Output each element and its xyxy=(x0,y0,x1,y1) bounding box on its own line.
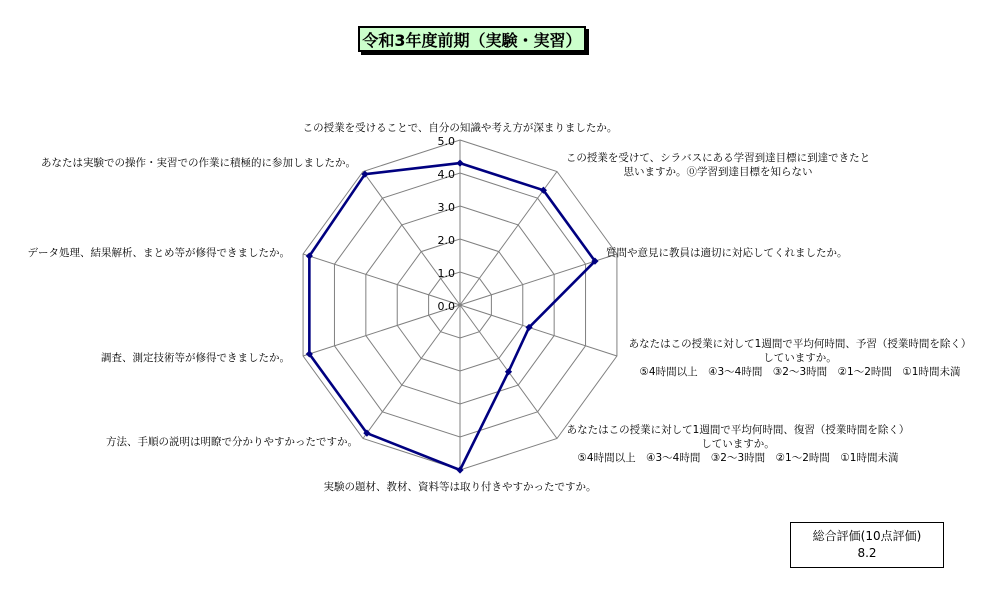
axis-label: あなたは実験での操作・実習での作業に積極的に参加しましたか。 xyxy=(41,157,356,169)
axis-spoke xyxy=(303,254,460,305)
axis-label: していますか。 xyxy=(701,438,775,450)
axis-label: あなたはこの授業に対して1週間で平均何時間、予習（授業時間を除く） xyxy=(628,338,972,350)
axis-label: データ処理、結果解析、まとめ等が修得できましたか。 xyxy=(27,247,290,259)
axis-label: 方法、手順の説明は明瞭で分かりやすかったですか。 xyxy=(106,436,358,448)
radial-tick-label: 4.0 xyxy=(437,168,455,181)
axis-spoke xyxy=(303,305,460,356)
radial-tick-label: 1.0 xyxy=(437,267,455,280)
data-point xyxy=(456,160,463,167)
overall-score-value: 8.2 xyxy=(857,546,877,560)
overall-score-label: 総合評価(10点評価) xyxy=(812,529,922,543)
overall-score-box xyxy=(790,522,944,568)
radial-tick-label: 0.0 xyxy=(437,300,455,313)
axis-label: あなたはこの授業に対して1週間で平均何時間、復習（授業時間を除く） xyxy=(566,424,910,436)
axis-label: していますか。 xyxy=(763,352,837,364)
axis-label: 調査、測定技術等が修得できましたか。 xyxy=(101,352,290,364)
chart-title: 令和3年度前期（実験・実習） xyxy=(358,26,586,52)
axis-spoke xyxy=(460,305,617,356)
axis-label: この授業を受けて、シラバスにある学習到達目標に到達できたと xyxy=(565,152,871,164)
axis-spoke xyxy=(363,305,460,438)
axis-label: ⑤4時間以上 ④3～4時間 ③2～3時間 ②1～2時間 ①1時間未満 xyxy=(639,366,961,378)
axis-label: 思いますか。⓪学習到達目標を知らない xyxy=(623,166,813,178)
radial-tick-label: 2.0 xyxy=(437,234,455,247)
radial-tick-label: 5.0 xyxy=(437,135,455,148)
axis-label: ⑤4時間以上 ④3～4時間 ③2～3時間 ②1～2時間 ①1時間未満 xyxy=(577,452,899,464)
radial-tick-label: 3.0 xyxy=(437,201,455,214)
axis-label: 質問や意見に教員は適切に対応してくれましたか。 xyxy=(606,247,848,259)
axis-label: 実験の題材、教材、資料等は取り付きやすかったですか。 xyxy=(323,481,597,493)
axis-label: この授業を受けることで、自分の知識や考え方が深まりましたか。 xyxy=(302,122,618,134)
